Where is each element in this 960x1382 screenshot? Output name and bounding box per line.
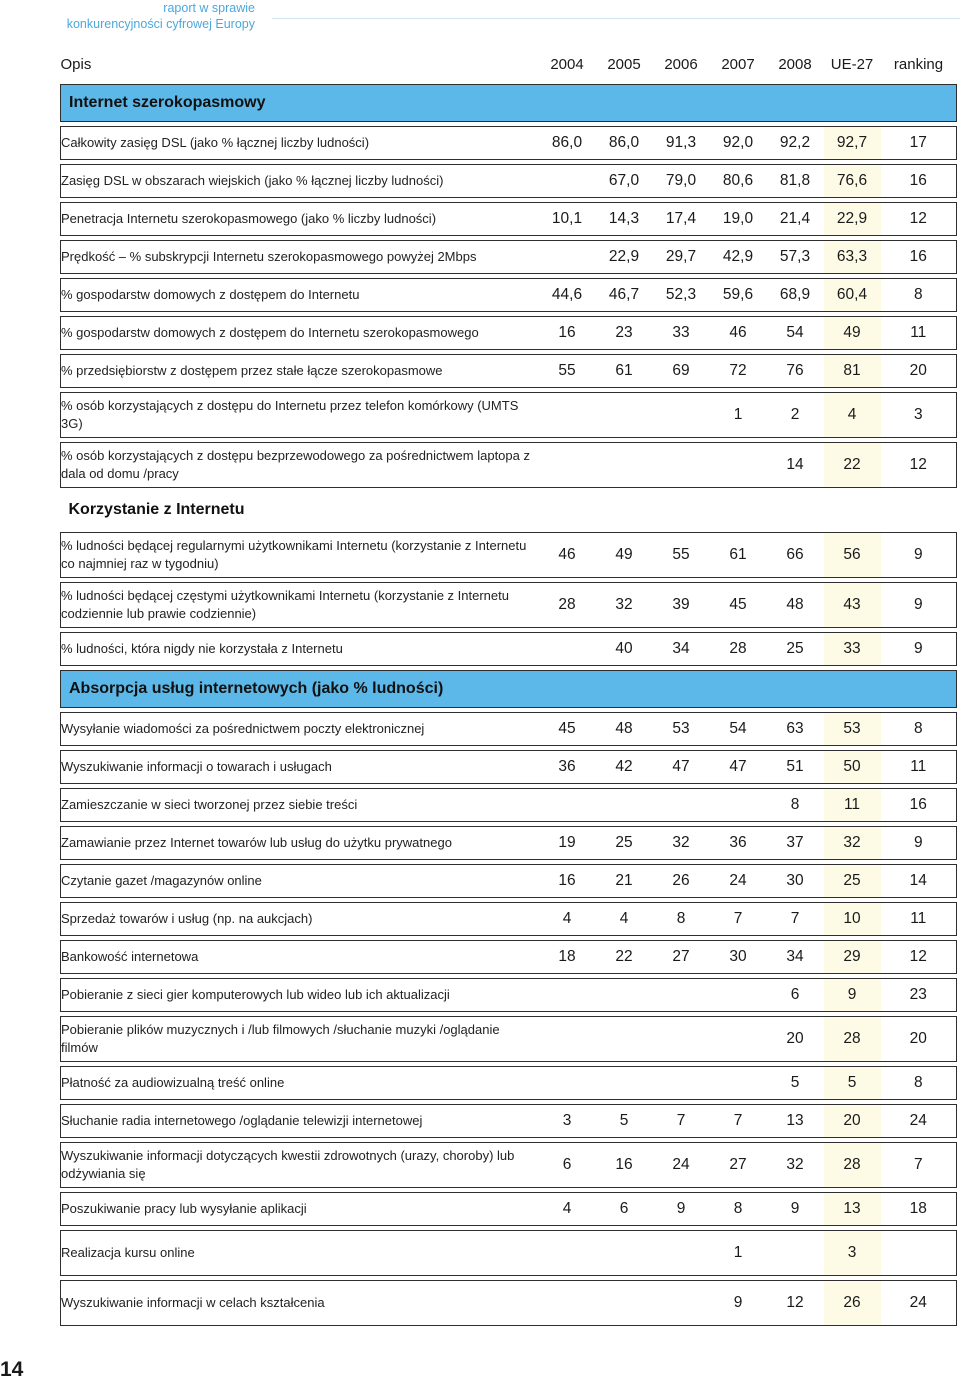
row-label: Czytanie gazet /magazynów online	[61, 865, 539, 898]
eu-value-cell: 22,9	[824, 203, 881, 236]
report-title	[0, 0, 255, 32]
year-value-cell: 79,0	[653, 165, 710, 198]
year-value-cell: 25	[767, 633, 824, 666]
year-value-cell: 14	[767, 443, 824, 488]
year-value-cell	[710, 979, 767, 1012]
row-label: Płatność za audiowizualną treść online	[61, 1067, 539, 1100]
year-value-cell: 6	[539, 1143, 596, 1188]
table-row	[61, 1193, 957, 1226]
year-value-cell	[596, 393, 653, 438]
table-row	[61, 241, 957, 274]
eu-value-cell: 81	[824, 355, 881, 388]
year-value-cell: 13	[767, 1105, 824, 1138]
eu-value-cell: 43	[824, 583, 881, 628]
year-value-cell: 42	[596, 751, 653, 784]
year-value-cell: 32	[653, 827, 710, 860]
year-value-cell: 53	[653, 713, 710, 746]
year-value-cell: 48	[767, 583, 824, 628]
ranking-cell: 17	[881, 127, 957, 160]
eu-value-cell: 60,4	[824, 279, 881, 312]
table-row	[61, 941, 957, 974]
eu-value-cell: 56	[824, 533, 881, 578]
eu-value-cell: 76,6	[824, 165, 881, 198]
year-value-cell	[710, 789, 767, 822]
ranking-cell: 16	[881, 789, 957, 822]
eu-value-cell: 5	[824, 1067, 881, 1100]
eu-value-cell: 20	[824, 1105, 881, 1138]
column-header-ranking: ranking	[893, 55, 944, 73]
year-value-cell: 32	[767, 1143, 824, 1188]
eu-value-cell: 9	[824, 979, 881, 1012]
year-value-cell: 29,7	[653, 241, 710, 274]
row-label: Zamieszczanie w sieci tworzonej przez siebie treści	[61, 789, 539, 822]
year-value-cell: 8	[710, 1193, 767, 1226]
year-value-cell: 19	[539, 827, 596, 860]
year-value-cell	[596, 789, 653, 822]
year-value-cell: 2	[767, 393, 824, 438]
eu-value-cell: 53	[824, 713, 881, 746]
ranking-cell: 24	[881, 1281, 957, 1326]
year-value-cell: 4	[539, 1193, 596, 1226]
year-value-cell: 36	[539, 751, 596, 784]
table-row	[61, 127, 957, 160]
ranking-cell: 23	[881, 979, 957, 1012]
year-value-cell	[653, 789, 710, 822]
year-value-cell: 37	[767, 827, 824, 860]
column-header-description: Opis	[60, 55, 92, 73]
year-value-cell: 34	[653, 633, 710, 666]
row-label: Zasięg DSL w obszarach wiejskich (jako % łącznej liczby ludności)	[61, 165, 539, 198]
table-row	[61, 751, 957, 784]
year-value-cell: 42,9	[710, 241, 767, 274]
year-value-cell: 86,0	[596, 127, 653, 160]
column-header-year: 2006	[664, 55, 698, 73]
year-value-cell: 1	[710, 1231, 767, 1276]
table-row	[61, 203, 957, 236]
table-row	[61, 583, 957, 628]
year-value-cell	[767, 1231, 824, 1276]
year-value-cell	[653, 979, 710, 1012]
year-value-cell: 46,7	[596, 279, 653, 312]
year-value-cell	[653, 1067, 710, 1100]
row-label: Poszukiwanie pracy lub wysyłanie aplikacji	[61, 1193, 539, 1226]
table-row	[61, 443, 957, 488]
year-value-cell: 81,8	[767, 165, 824, 198]
year-value-cell: 52,3	[653, 279, 710, 312]
ranking-cell: 20	[881, 1017, 957, 1062]
table-body	[61, 44, 957, 1330]
report-title-line2: konkurencyjności cyfrowej Europy	[66, 16, 255, 31]
year-value-cell: 6	[596, 1193, 653, 1226]
year-value-cell: 44,6	[539, 279, 596, 312]
ranking-cell: 11	[881, 903, 957, 936]
eu-value-cell: 10	[824, 903, 881, 936]
year-value-cell: 8	[767, 789, 824, 822]
eu-value-cell: 29	[824, 941, 881, 974]
ranking-cell: 20	[881, 355, 957, 388]
year-value-cell: 7	[653, 1105, 710, 1138]
year-value-cell	[539, 1017, 596, 1062]
row-label: Prędkość – % subskrypcji Internetu szerokopasmowego powyżej 2Mbps	[61, 241, 539, 274]
year-value-cell: 5	[767, 1067, 824, 1100]
table-row	[61, 279, 957, 312]
row-label: Wyszukiwanie informacji dotyczących kwestii zdrowotnych (urazy, choroby) lub odżywiania się	[61, 1143, 539, 1188]
year-value-cell: 27	[653, 941, 710, 974]
year-value-cell: 20	[767, 1017, 824, 1062]
row-label: % osób korzystających z dostępu do Internetu przez telefon komórkowy (UMTS 3G)	[61, 393, 539, 438]
year-value-cell: 30	[767, 865, 824, 898]
section-header-row	[61, 671, 957, 708]
row-label: % ludności będącej regularnymi użytkownikami Internetu (korzystanie z Internetu co najmniej raz w tygodniu)	[61, 533, 539, 578]
year-value-cell: 92,2	[767, 127, 824, 160]
table-row	[61, 865, 957, 898]
row-gap-cell	[61, 1326, 957, 1331]
row-label: % przedsiębiorstw z dostępem przez stałe łącze szerokopasmowe	[61, 355, 539, 388]
year-value-cell: 33	[653, 317, 710, 350]
row-label: % gospodarstw domowych z dostępem do Internetu szerokopasmowego	[61, 317, 539, 350]
year-value-cell: 55	[539, 355, 596, 388]
table-row	[61, 979, 957, 1012]
table-row	[61, 1281, 957, 1326]
ranking-cell: 12	[881, 203, 957, 236]
ranking-cell: 12	[881, 443, 957, 488]
year-value-cell: 6	[767, 979, 824, 1012]
year-value-cell: 9	[710, 1281, 767, 1326]
year-value-cell: 54	[710, 713, 767, 746]
eu-value-cell: 49	[824, 317, 881, 350]
year-value-cell: 27	[710, 1143, 767, 1188]
section-title: Internet szerokopasmowy	[61, 85, 957, 122]
eu-value-cell: 28	[824, 1017, 881, 1062]
year-value-cell: 26	[653, 865, 710, 898]
statistics-table	[60, 44, 957, 1330]
ranking-cell: 18	[881, 1193, 957, 1226]
year-value-cell: 46	[539, 533, 596, 578]
row-label: Sprzedaż towarów i usług (np. na aukcjach)	[61, 903, 539, 936]
eu-value-cell: 26	[824, 1281, 881, 1326]
year-value-cell: 36	[710, 827, 767, 860]
year-value-cell: 8	[653, 903, 710, 936]
ranking-cell: 11	[881, 317, 957, 350]
year-value-cell: 63	[767, 713, 824, 746]
year-value-cell: 7	[710, 903, 767, 936]
year-value-cell	[710, 1067, 767, 1100]
ranking-cell: 3	[881, 393, 957, 438]
eu-value-cell: 50	[824, 751, 881, 784]
year-value-cell: 21,4	[767, 203, 824, 236]
row-label: % gospodarstw domowych z dostępem do Internetu	[61, 279, 539, 312]
ranking-cell: 8	[881, 279, 957, 312]
year-value-cell: 18	[539, 941, 596, 974]
eu-value-cell: 28	[824, 1143, 881, 1188]
year-value-cell	[710, 443, 767, 488]
year-value-cell: 16	[596, 1143, 653, 1188]
eu-value-cell: 13	[824, 1193, 881, 1226]
row-label: Bankowość internetowa	[61, 941, 539, 974]
column-header-year: 2005	[607, 55, 641, 73]
ranking-cell: 16	[881, 241, 957, 274]
year-value-cell: 39	[653, 583, 710, 628]
year-value-cell	[596, 1281, 653, 1326]
row-label: Penetracja Internetu szerokopasmowego (jako % liczby ludności)	[61, 203, 539, 236]
year-value-cell: 12	[767, 1281, 824, 1326]
page-number: 14	[0, 1358, 24, 1381]
year-value-cell	[653, 1017, 710, 1062]
year-value-cell: 28	[539, 583, 596, 628]
year-value-cell: 92,0	[710, 127, 767, 160]
ranking-cell: 14	[881, 865, 957, 898]
year-value-cell	[539, 789, 596, 822]
year-value-cell	[596, 1017, 653, 1062]
year-value-cell: 21	[596, 865, 653, 898]
year-value-cell: 57,3	[767, 241, 824, 274]
ranking-cell: 11	[881, 751, 957, 784]
year-value-cell: 40	[596, 633, 653, 666]
year-value-cell: 22	[596, 941, 653, 974]
year-value-cell: 76	[767, 355, 824, 388]
table-row	[61, 165, 957, 198]
year-value-cell	[539, 1281, 596, 1326]
row-gap	[61, 1326, 957, 1331]
column-header-year: 2007	[721, 55, 755, 73]
year-value-cell: 5	[596, 1105, 653, 1138]
year-value-cell: 24	[653, 1143, 710, 1188]
year-value-cell: 23	[596, 317, 653, 350]
year-value-cell: 59,6	[710, 279, 767, 312]
ranking-cell: 16	[881, 165, 957, 198]
year-value-cell: 17,4	[653, 203, 710, 236]
table-header-row	[61, 44, 957, 85]
year-value-cell: 47	[653, 751, 710, 784]
year-value-cell: 34	[767, 941, 824, 974]
year-value-cell: 61	[596, 355, 653, 388]
row-label: Realizacja kursu online	[61, 1231, 539, 1276]
row-label: Wyszukiwanie informacji o towarach i usługach	[61, 751, 539, 784]
year-value-cell: 14,3	[596, 203, 653, 236]
ranking-cell: 9	[881, 827, 957, 860]
year-value-cell: 91,3	[653, 127, 710, 160]
table-row	[61, 1143, 957, 1188]
section-header-row	[61, 492, 957, 528]
year-value-cell	[596, 1067, 653, 1100]
ranking-cell: 8	[881, 713, 957, 746]
header-divider	[272, 18, 960, 19]
row-label: Wysyłanie wiadomości za pośrednictwem poczty elektronicznej	[61, 713, 539, 746]
year-value-cell: 16	[539, 865, 596, 898]
year-value-cell	[653, 1231, 710, 1276]
year-value-cell: 86,0	[539, 127, 596, 160]
year-value-cell	[539, 241, 596, 274]
year-value-cell: 48	[596, 713, 653, 746]
year-value-cell: 67,0	[596, 165, 653, 198]
year-value-cell: 7	[710, 1105, 767, 1138]
year-value-cell: 10,1	[539, 203, 596, 236]
year-value-cell: 54	[767, 317, 824, 350]
ranking-cell: 24	[881, 1105, 957, 1138]
eu-value-cell: 4	[824, 393, 881, 438]
year-value-cell	[539, 979, 596, 1012]
table-row	[61, 1231, 957, 1276]
table-row	[61, 355, 957, 388]
eu-value-cell: 63,3	[824, 241, 881, 274]
year-value-cell: 45	[539, 713, 596, 746]
year-value-cell	[539, 443, 596, 488]
table-row	[61, 533, 957, 578]
year-value-cell: 16	[539, 317, 596, 350]
year-value-cell: 80,6	[710, 165, 767, 198]
eu-value-cell: 92,7	[824, 127, 881, 160]
year-value-cell: 49	[596, 533, 653, 578]
eu-value-cell: 11	[824, 789, 881, 822]
year-value-cell	[539, 393, 596, 438]
eu-value-cell: 25	[824, 865, 881, 898]
year-value-cell: 47	[710, 751, 767, 784]
ranking-cell	[881, 1231, 957, 1276]
year-value-cell: 30	[710, 941, 767, 974]
table-row	[61, 789, 957, 822]
ranking-cell: 8	[881, 1067, 957, 1100]
row-label: Wyszukiwanie informacji w celach kształcenia	[61, 1281, 539, 1326]
year-value-cell: 45	[710, 583, 767, 628]
year-value-cell	[539, 165, 596, 198]
row-label: Pobieranie z sieci gier komputerowych lub wideo lub ich aktualizacji	[61, 979, 539, 1012]
year-value-cell: 19,0	[710, 203, 767, 236]
ranking-cell: 9	[881, 583, 957, 628]
table-row	[61, 317, 957, 350]
row-label: Zamawianie przez Internet towarów lub usług do użytku prywatnego	[61, 827, 539, 860]
eu-value-cell: 33	[824, 633, 881, 666]
year-value-cell	[539, 1067, 596, 1100]
table-row	[61, 903, 957, 936]
row-label: % osób korzystających z dostępu bezprzewodowego za pośrednictwem laptopa z dala od domu /pracy	[61, 443, 539, 488]
year-value-cell: 68,9	[767, 279, 824, 312]
table-row	[61, 827, 957, 860]
table-row	[61, 1067, 957, 1100]
table-row	[61, 713, 957, 746]
year-value-cell	[596, 1231, 653, 1276]
year-value-cell	[710, 1017, 767, 1062]
year-value-cell	[653, 443, 710, 488]
year-value-cell: 9	[653, 1193, 710, 1226]
year-value-cell: 72	[710, 355, 767, 388]
ranking-cell: 12	[881, 941, 957, 974]
year-value-cell: 61	[710, 533, 767, 578]
year-value-cell	[539, 1231, 596, 1276]
year-value-cell: 46	[710, 317, 767, 350]
year-value-cell	[653, 1281, 710, 1326]
table-row	[61, 393, 957, 438]
year-value-cell: 7	[767, 903, 824, 936]
table-row	[61, 1017, 957, 1062]
year-value-cell: 4	[596, 903, 653, 936]
ranking-cell: 7	[881, 1143, 957, 1188]
year-value-cell	[653, 393, 710, 438]
section-header-row	[61, 85, 957, 122]
year-value-cell	[539, 633, 596, 666]
year-value-cell: 25	[596, 827, 653, 860]
year-value-cell: 66	[767, 533, 824, 578]
row-label: % ludności, która nigdy nie korzystała z Internetu	[61, 633, 539, 666]
year-value-cell: 4	[539, 903, 596, 936]
eu-value-cell: 22	[824, 443, 881, 488]
year-value-cell: 24	[710, 865, 767, 898]
year-value-cell	[596, 443, 653, 488]
year-value-cell	[596, 979, 653, 1012]
table-row	[61, 633, 957, 666]
year-value-cell: 9	[767, 1193, 824, 1226]
row-label: % ludności będącej częstymi użytkownikami Internetu (korzystanie z Internetu codziennie lub prawie codziennie)	[61, 583, 539, 628]
column-header-eu: UE-27	[830, 55, 874, 73]
year-value-cell: 22,9	[596, 241, 653, 274]
year-value-cell: 1	[710, 393, 767, 438]
eu-value-cell: 32	[824, 827, 881, 860]
row-label: Pobieranie plików muzycznych i /lub filmowych /słuchanie muzyki /oglądanie filmów	[61, 1017, 539, 1062]
table-row	[61, 1105, 957, 1138]
year-value-cell: 3	[539, 1105, 596, 1138]
year-value-cell: 32	[596, 583, 653, 628]
row-label: Całkowity zasięg DSL (jako % łącznej liczby ludności)	[61, 127, 539, 160]
ranking-cell: 9	[881, 633, 957, 666]
section-title: Absorpcja usług internetowych (jako % ludności)	[61, 671, 957, 708]
eu-value-cell: 3	[824, 1231, 881, 1276]
column-header-year: 2008	[778, 55, 812, 73]
year-value-cell: 55	[653, 533, 710, 578]
ranking-cell: 9	[881, 533, 957, 578]
year-value-cell: 51	[767, 751, 824, 784]
report-title-line1: raport w sprawie	[163, 1, 255, 15]
year-value-cell: 69	[653, 355, 710, 388]
column-header-year: 2004	[550, 55, 584, 73]
year-value-cell: 28	[710, 633, 767, 666]
row-label: Słuchanie radia internetowego /oglądanie telewizji internetowej	[61, 1105, 539, 1138]
section-title: Korzystanie z Internetu	[61, 492, 957, 528]
